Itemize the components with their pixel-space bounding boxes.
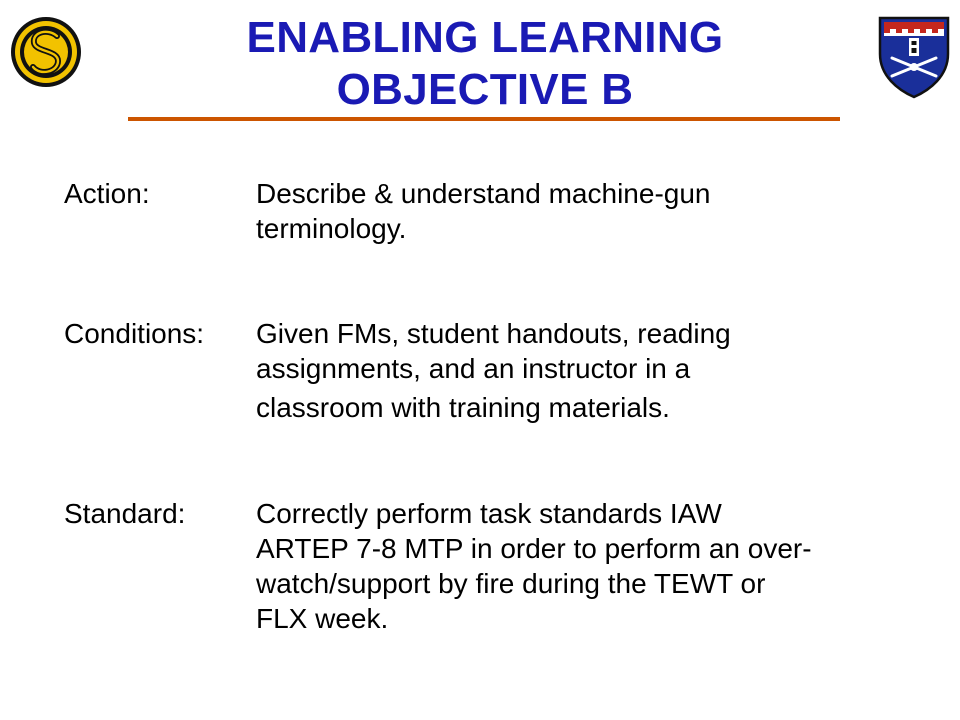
conditions-line-3: classroom with training materials. — [256, 392, 670, 423]
standard-label: Standard: — [64, 498, 186, 529]
title-divider — [128, 117, 840, 121]
ocs-emblem-icon — [8, 14, 84, 90]
action-text — [256, 176, 924, 246]
action-line-2: terminology. — [256, 213, 407, 244]
standard-line-2: ARTEP 7-8 MTP in order to perform an over- — [256, 533, 812, 564]
shield-tower-window — [912, 41, 917, 45]
shield-tower — [909, 38, 919, 56]
page-title — [130, 12, 840, 116]
conditions-text — [256, 316, 924, 425]
title-line-2: OBJECTIVE B — [336, 65, 634, 114]
standard-line-1: Correctly perform task standards IAW — [256, 498, 722, 529]
conditions-label: Conditions: — [64, 318, 205, 349]
standard-line-4: FLX week. — [256, 603, 389, 634]
title-line-1: ENABLING LEARNING — [246, 13, 724, 62]
action-label: Action: — [64, 178, 150, 209]
action-line-1: Describe & understand machine-gun — [256, 178, 711, 209]
shield-tower-door — [912, 48, 917, 53]
infantry-shield-icon — [876, 14, 952, 100]
shield-svg — [876, 14, 952, 100]
standard-line-3: watch/support by fire during the TEWT or — [256, 568, 766, 599]
conditions-line-2: assignments, and an instructor in a — [256, 353, 691, 384]
shield-center-mark — [910, 63, 918, 71]
conditions-line-1: Given FMs, student handouts, reading — [256, 318, 731, 349]
ocs-emblem-svg — [8, 14, 84, 90]
standard-text — [256, 496, 924, 636]
